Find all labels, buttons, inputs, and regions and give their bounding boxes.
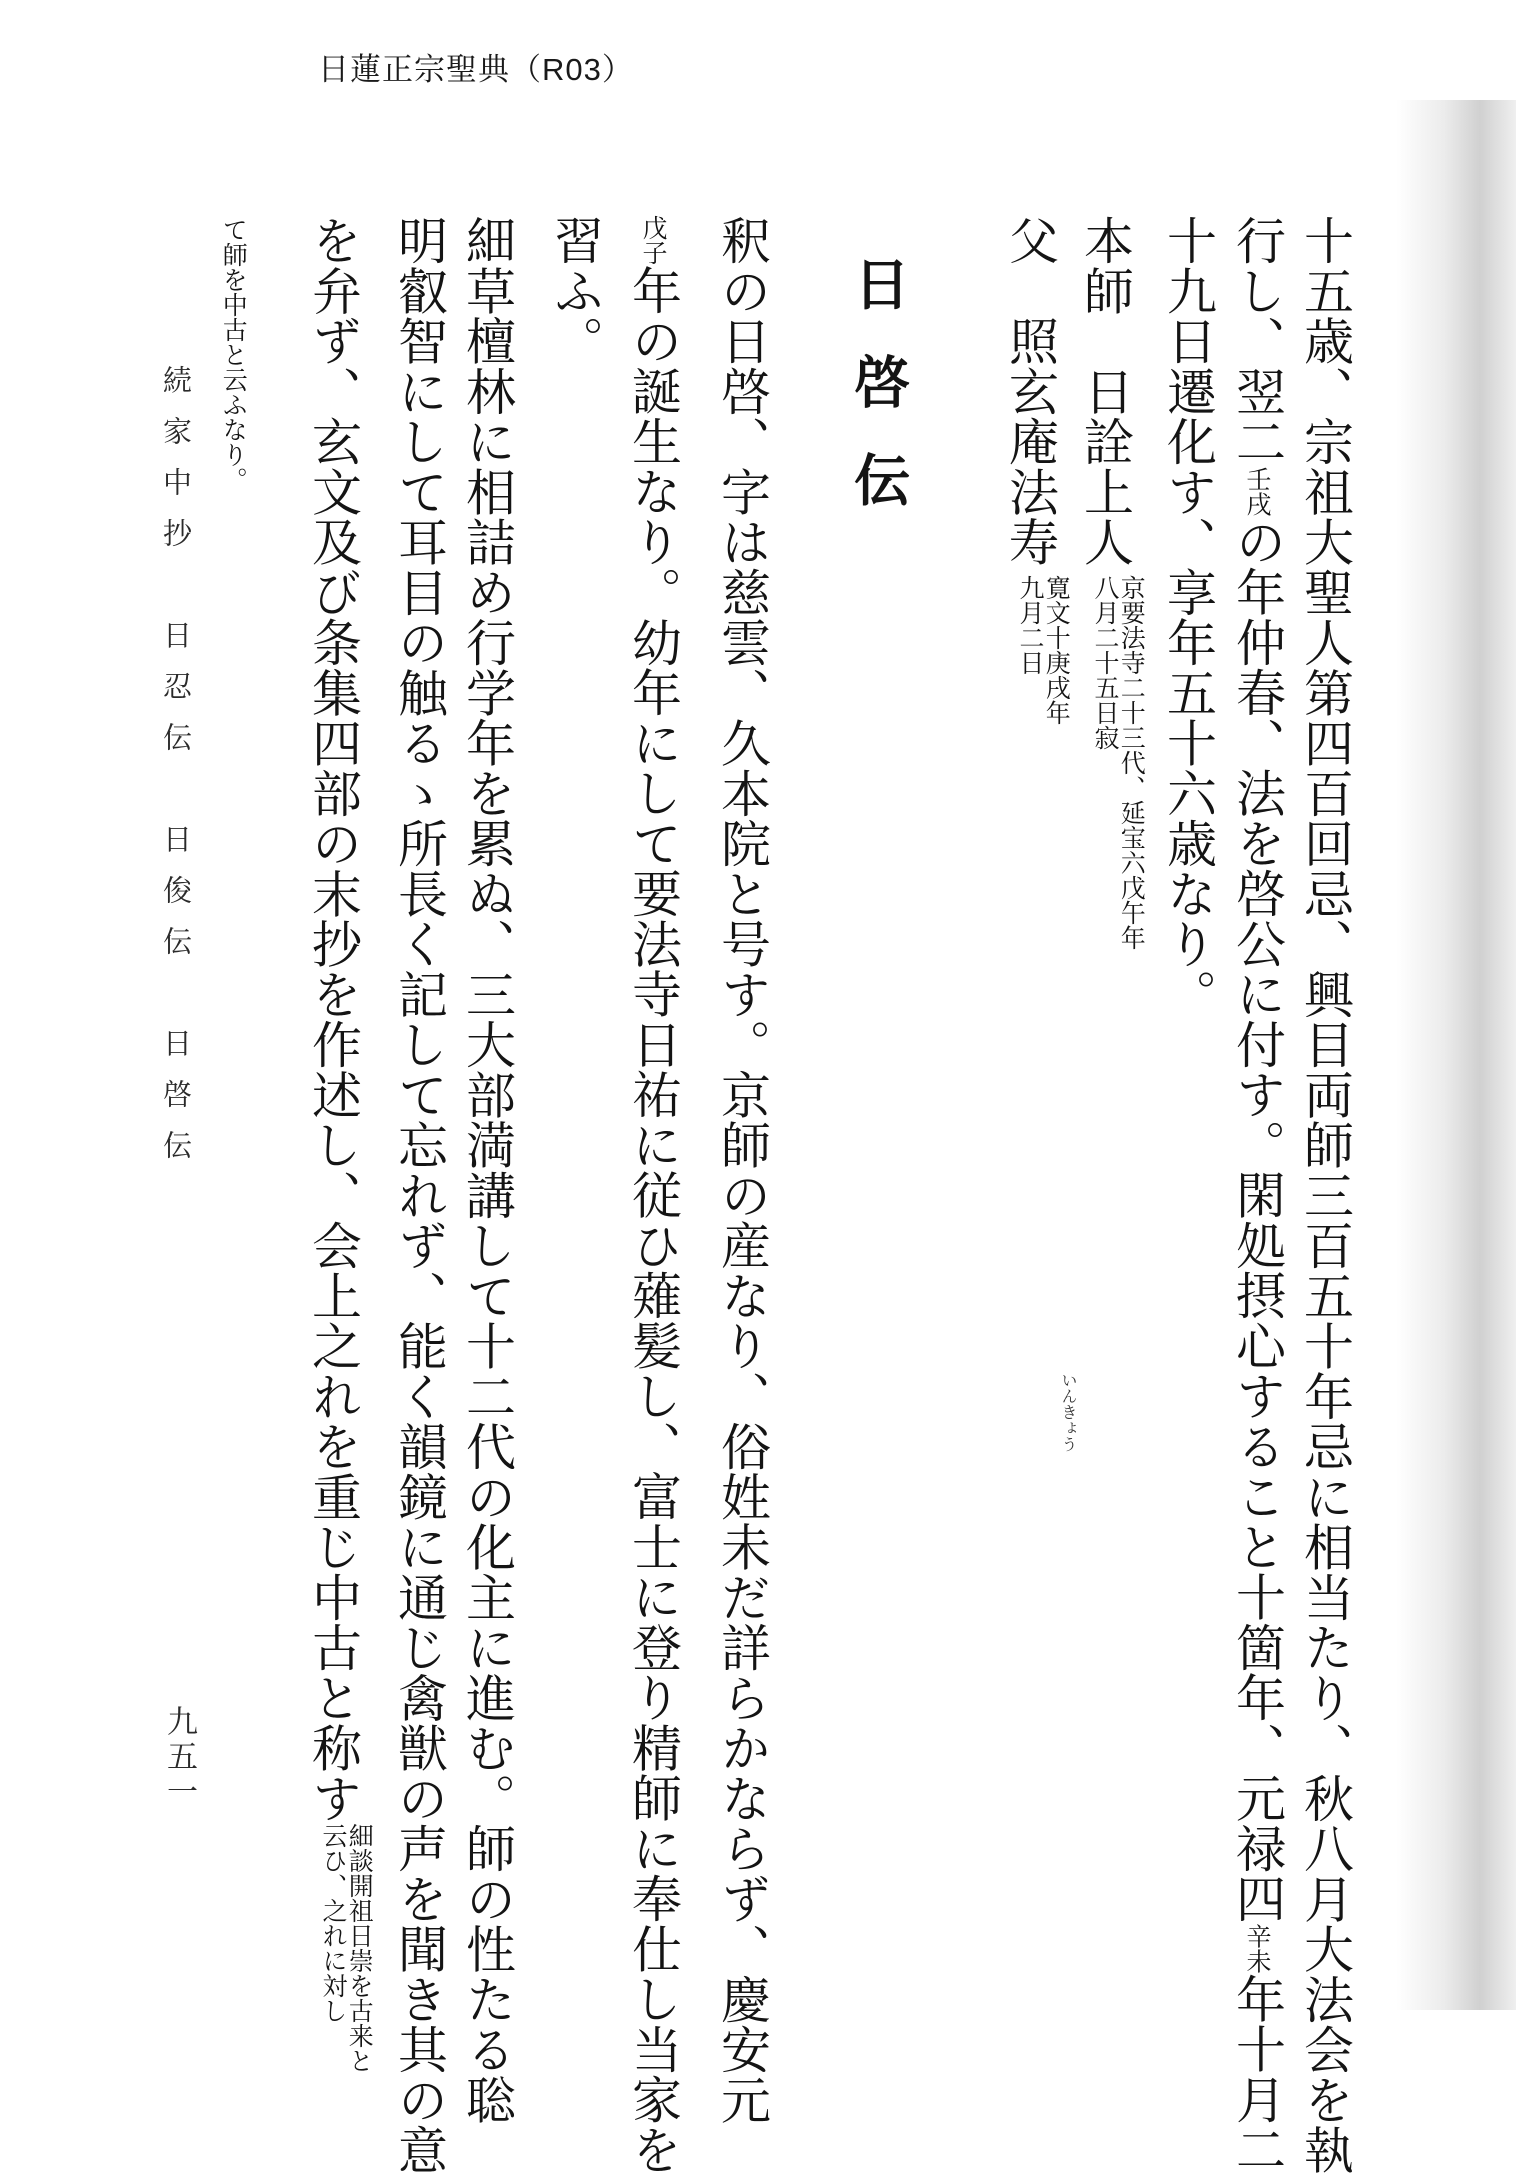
- text-column-1: [1296, 215, 1354, 2175]
- p2-continuation-note: て師を中古と云ふなり。: [219, 217, 249, 492]
- text-column-p2-1: [458, 215, 516, 2125]
- honshi-label: 本師 日詮上人: [1076, 215, 1134, 567]
- p1-line-2: 年の誕生なり。幼年にして要法寺日祐に従ひ薙髪し、富士に登り精師に奉仕し当家を: [624, 265, 682, 2175]
- honshi-note: 京要法寺二十三代、延宝六戊午年八月二十五日寂: [1091, 574, 1147, 950]
- p2-line-2: 明叡智にして耳目の触るゝ所長く記して忘れず、能く韻鏡に通じ禽獣の声を聞き其の意: [390, 215, 448, 2175]
- p2-line-3: を弁ず、玄文及び条集四部の末抄を作述し、会上之れを重じ中古と称す: [304, 215, 362, 1823]
- page-number: 九五一: [161, 1705, 197, 1810]
- text-column-p2-3: [304, 215, 375, 2083]
- p2-line-1: 細草檀林に相詰め行学年を累ぬ、三大部満講して十二代の化主に進む。師の性たる聡: [458, 215, 516, 2125]
- previous-line-3: 十九日遷化す、享年五十六歳なり。: [1159, 215, 1217, 1019]
- era-note-shinbi: 辛未: [1243, 1923, 1272, 1974]
- text-column-p1-2: [624, 215, 682, 2175]
- father-label: 父 照玄庵法寿: [1001, 215, 1059, 567]
- p1-line-3: 習ふ。: [546, 215, 604, 366]
- previous-line-1: 十五歳、宗祖大聖人第四百回忌、興目両師三百五十年忌に相当たり、秋八月大法会を執: [1296, 215, 1354, 2175]
- text-column-2: [1228, 215, 1286, 2175]
- text-column-father: [1001, 215, 1072, 745]
- era-note-jinjutsu: 壬戌: [1243, 466, 1272, 517]
- era-note-boshi: 戊子: [639, 215, 668, 265]
- p2-line-3-note: 細談開祖日崇を古来と云ひ、之れに対し: [319, 1823, 375, 2073]
- scan-edge-shadow: [1396, 100, 1516, 2010]
- previous-line-2c: 年十月二: [1228, 1973, 1286, 2175]
- page-header-title: 日蓮正宗聖典（R03）: [318, 52, 634, 87]
- p1-line-1: 釈の日啓、字は慈雲、久本院と号す。京師の産なり、俗姓未だ詳らかならず、慶安元: [713, 215, 771, 2125]
- father-note: 寛文十庚戌年九月二日: [1016, 574, 1072, 725]
- section-heading: 日啓伝: [845, 255, 911, 549]
- previous-line-2b: の年仲春、法を啓公に付す。閑処摂心すること十箇年、元禄四: [1228, 516, 1286, 1924]
- text-column-honshi: [1076, 215, 1147, 955]
- book-section-footer: 続家中抄 日忍伝 日俊伝 日啓伝: [159, 365, 191, 1181]
- text-column-p1-1: [713, 215, 771, 2125]
- previous-line-2a: 行し、翌二: [1228, 215, 1286, 467]
- text-column-p1-3: [546, 215, 604, 366]
- ruby-inkyou: いんきょう: [1059, 1372, 1078, 1452]
- text-column-p2-2: [390, 215, 448, 2175]
- text-column-3: [1159, 215, 1217, 1019]
